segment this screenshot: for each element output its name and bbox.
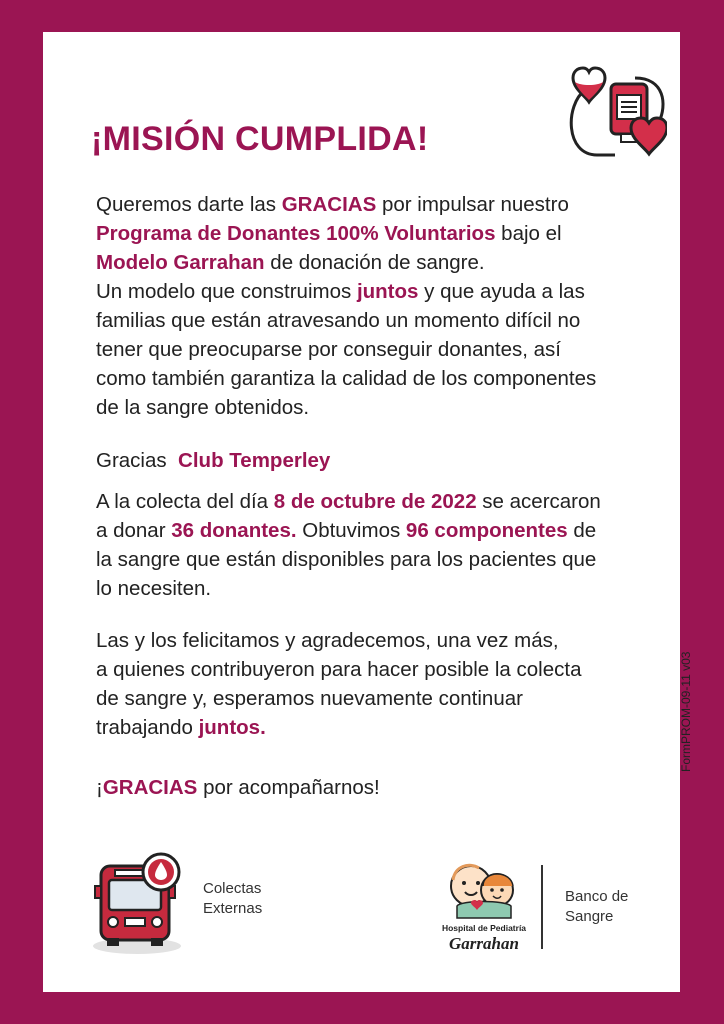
blood-bus-icon [91, 850, 191, 956]
intro-text: Queremos darte las [96, 193, 282, 216]
intro-highlight-program: Programa de Donantes 100% Voluntarios [96, 222, 496, 245]
closing-line: Las y los felicitamos y agradecemos, una vez más, [96, 629, 559, 652]
closing-paragraph [96, 626, 581, 742]
banco-label [565, 887, 628, 927]
intro-text: de donación de sangre. [264, 251, 485, 274]
intro-text: y que ayuda a las familias que están atravesando un momento difícil no tener que preocuparse por conseguir donantes, así como también garantiza la calidad de los componentes de la sangre obtenidos. [96, 280, 597, 419]
intro-text: bajo el [495, 222, 562, 245]
intro-paragraph [96, 190, 616, 422]
final-thanks [96, 773, 380, 802]
intro-highlight-model: Modelo Garrahan [96, 251, 265, 274]
component-count: 96 componentes [405, 519, 568, 542]
final-text: por acompañarnos! [197, 776, 380, 799]
hospital-brand: Garrahan [449, 934, 519, 953]
colectas-label [203, 879, 262, 919]
colectas-line: Externas [203, 900, 263, 917]
closing-line: de sangre y, esperamos nuevamente continuar [96, 687, 523, 710]
collection-text: Obtuvimos [296, 519, 406, 542]
closing-line: trabajando [96, 716, 199, 739]
colectas-line: Colectas [203, 880, 262, 897]
collection-text: de la sangre que están disponibles para los pacientes que lo necesiten. [96, 519, 597, 600]
donor-count: 36 donantes. [171, 519, 297, 542]
club-name: Club Temperley [178, 449, 331, 472]
thanks-label: Gracias [96, 449, 167, 472]
final-text: ¡ [96, 776, 103, 799]
final-highlight-gracias: GRACIAS [102, 776, 198, 799]
collection-text: A la colecta del día [96, 490, 274, 513]
letter-card [43, 32, 693, 992]
hospital-logo-icon [433, 860, 535, 922]
closing-line: a quienes contribuyeron para hacer posible la colecta [96, 658, 582, 681]
collection-paragraph [96, 487, 616, 603]
banco-line: Sangre [565, 908, 614, 925]
thanks-line [96, 446, 330, 475]
intro-highlight-gracias: GRACIAS [281, 193, 377, 216]
intro-text: Un modelo que construimos [96, 280, 357, 303]
hospital-name: Hospital de Pediatría [441, 923, 527, 933]
banco-line: Banco de [565, 888, 629, 905]
form-code: FormPROM-09-11 v03 [679, 651, 693, 772]
collection-text: se acercaron a donar [96, 490, 601, 542]
closing-highlight-juntos: juntos. [198, 716, 266, 739]
collection-date: 8 de octubre de 2022 [273, 490, 477, 513]
intro-text: por impulsar nuestro [376, 193, 569, 216]
footer-divider [541, 865, 543, 949]
page-title: ¡MISIÓN CUMPLIDA! [91, 120, 429, 158]
blood-transfusion-icon [555, 50, 667, 162]
intro-highlight-juntos: juntos [356, 280, 419, 303]
